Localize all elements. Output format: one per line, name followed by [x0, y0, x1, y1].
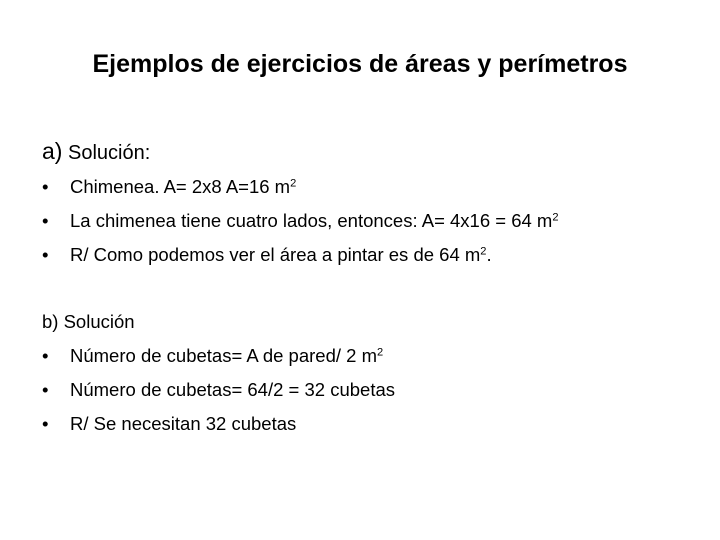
bullet-icon: • [42, 413, 49, 434]
section-b-list [42, 339, 692, 441]
list-item-text: Número de cubetas= 64/2 = 32 cubetas [70, 379, 395, 400]
section-a-heading-text: Solución: [68, 142, 151, 164]
list-item-text: R/ Como podemos ver el área a pintar es de 64 m [70, 244, 481, 265]
list-item [42, 238, 692, 272]
list-item-suffix: . [486, 244, 492, 265]
list-item [42, 339, 692, 373]
section-b-heading: b) Solución [42, 311, 135, 332]
bullet-icon: • [42, 379, 49, 400]
list-item-text: La chimenea tiene cuatro lados, entonces: A= 4x16 = 64 m [70, 210, 553, 231]
section-a-list [42, 170, 692, 272]
superscript: 2 [480, 245, 487, 258]
section-a [42, 134, 692, 272]
list-item [42, 373, 692, 407]
list-item [42, 204, 692, 238]
superscript: 2 [376, 346, 384, 359]
bullet-icon: • [42, 345, 49, 366]
section-a-heading [42, 134, 692, 170]
list-item-text: Número de cubetas= A de pared/ 2 m [70, 345, 377, 366]
section-a-letter: a) [42, 138, 63, 164]
bullet-icon: • [42, 244, 49, 265]
list-item-text: Chimenea. A= 2x8 A=16 m [70, 176, 291, 197]
section-b [42, 305, 692, 441]
list-item [42, 407, 692, 441]
list-item [42, 170, 692, 204]
bullet-icon: • [42, 176, 49, 197]
bullet-icon: • [42, 210, 49, 231]
superscript: 2 [552, 211, 559, 224]
slide-title: Ejemplos de ejercicios de áreas y perímetros [92, 50, 628, 78]
superscript: 2 [290, 177, 297, 190]
list-item-text: R/ Se necesitan 32 cubetas [70, 413, 297, 434]
